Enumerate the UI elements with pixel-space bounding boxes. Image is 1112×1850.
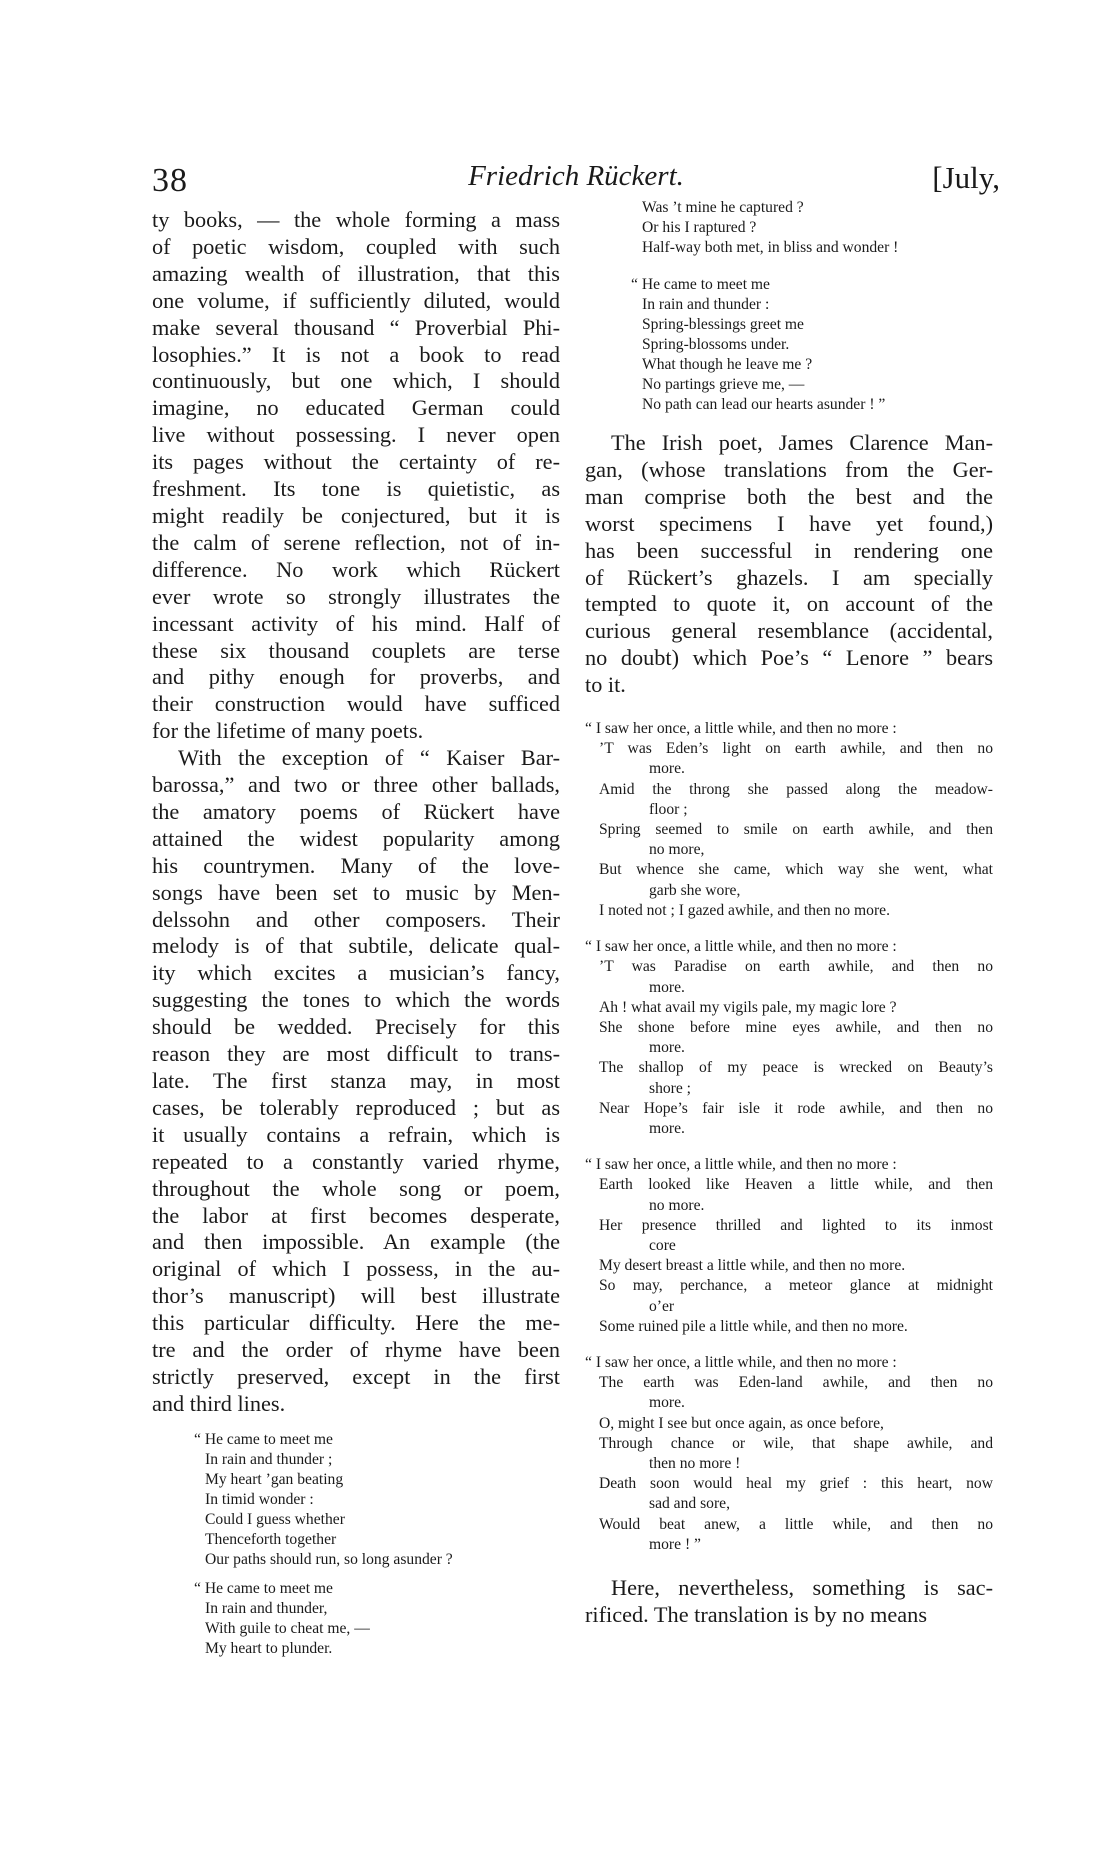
text-line: continuously, but one which, I should <box>152 368 560 394</box>
ghazel-line-continuation: no more. <box>649 1196 705 1214</box>
ghazel-line <box>585 1474 993 1514</box>
text-line: its pages without the certainty of re- <box>152 449 560 475</box>
ghazel-line-text: Would beat anew, a little while, and then no <box>599 1515 993 1533</box>
ghazel-line-text: Some ruined pile a little while, and then no more. <box>599 1317 908 1335</box>
ghazel-stanza <box>585 1155 993 1337</box>
ghazel-stanza <box>585 719 993 921</box>
text-line: tre and the order of rhyme have been <box>152 1337 560 1363</box>
poem-stanza-2-continued <box>642 198 993 258</box>
ghazel-line <box>585 860 993 900</box>
text-line: thor’s manuscript) will best illustrate <box>152 1283 560 1309</box>
text-line: should be wedded. Precisely for this <box>152 1014 560 1040</box>
ghazel-line-continuation: more. <box>649 760 685 778</box>
ghazel-line <box>585 1058 993 1098</box>
text-line: gan, (whose translations from the Ger- <box>585 456 993 482</box>
ghazel-line-text: “ I saw her once, a little while, and then no more : <box>585 1156 897 1174</box>
text-line: live without possessing. I never open <box>152 422 560 448</box>
text-line: this particular difficulty. Here the me- <box>152 1310 560 1336</box>
ghazel-line-text: The earth was Eden-land awhile, and then no <box>599 1374 993 1392</box>
text-line: barossa,” and two or three other ballads, <box>152 772 560 798</box>
text-line: man comprise both the best and the <box>585 483 993 509</box>
ghazel-line <box>585 1414 993 1434</box>
paragraph-amatory-poems <box>152 745 560 1418</box>
text-line: one volume, if sufficiently diluted, would <box>152 287 560 313</box>
text-line: tempted to quote it, on account of the <box>585 591 993 617</box>
verse-line: In rain and thunder ; <box>205 1450 333 1468</box>
right-column <box>585 199 993 1629</box>
ghazel-line <box>585 1155 993 1175</box>
text-line: late. The first stanza may, in most <box>152 1068 560 1093</box>
ghazel-line-continuation: o’er <box>649 1297 675 1315</box>
running-title: Friedrich Rückert. <box>468 160 684 192</box>
text-line: the calm of serene reflection, not of in- <box>152 529 560 555</box>
ghazel-line-continuation: floor ; <box>649 800 688 818</box>
ghazel-line-text: Death soon would heal my grief : this heart, now <box>599 1475 993 1493</box>
text-line: cases, be tolerably reproduced ; but as <box>152 1094 560 1120</box>
ghazel-line <box>585 1216 993 1256</box>
ghazel-line-continuation: garb she wore, <box>649 881 741 899</box>
text-line: of poetic wisdom, coupled with such <box>152 233 560 259</box>
ghazel-stanza <box>585 937 993 1139</box>
ghazel-line-text: But whence she came, which way she went, what <box>599 861 993 879</box>
ghazel-line <box>585 1018 993 1058</box>
ghazel-poem <box>585 719 993 1555</box>
ghazel-line-text: Near Hope’s fair isle it rode awhile, and then no <box>599 1099 993 1117</box>
ghazel-line-continuation: more. <box>649 1039 685 1057</box>
ghazel-line <box>585 998 993 1018</box>
text-line: suggesting the tones to which the words <box>152 987 560 1013</box>
text-line: melody is of that subtile, delicate qual- <box>152 933 560 959</box>
verse-line: “ He came to meet me <box>194 1579 333 1597</box>
ghazel-line-text: Spring seemed to smile on earth awhile, and then <box>599 821 993 839</box>
text-line: ity which excites a musician’s fancy, <box>152 960 560 986</box>
verse-line: “ He came to meet me <box>631 276 770 293</box>
text-line: amazing wealth of illustration, that this <box>152 260 560 286</box>
text-line: With the exception of “ Kaiser Bar- <box>178 745 560 771</box>
verse-line: Was ’t mine he captured ? <box>642 199 804 216</box>
ghazel-line-continuation: more ! ” <box>649 1535 701 1553</box>
text-line: incessant activity of his mind. Half of <box>152 610 560 636</box>
ghazel-line <box>585 780 993 820</box>
ghazel-line-continuation: no more, <box>649 841 705 859</box>
ghazel-line-text: “ I saw her once, a little while, and then no more : <box>585 938 897 956</box>
ghazel-line-text: So may, perchance, a meteor glance at midnight <box>599 1277 993 1295</box>
text-line: The Irish poet, James Clarence Man- <box>611 430 993 455</box>
ghazel-line-text: Ah ! what avail my vigils pale, my magic lore ? <box>599 998 897 1016</box>
ghazel-line-text: O, might I see but once again, as once before, <box>599 1414 884 1432</box>
text-line: his countrymen. Many of the love- <box>152 852 560 878</box>
text-line: ever wrote so strongly illustrates the <box>152 583 560 609</box>
paragraph-proverbs <box>152 207 560 745</box>
ghazel-line <box>585 957 993 997</box>
text-line: for the lifetime of many poets. <box>152 718 424 744</box>
text-line: the labor at first becomes desperate, <box>152 1202 560 1228</box>
ghazel-line-continuation: sad and sore, <box>649 1495 730 1513</box>
text-line: and third lines. <box>152 1390 286 1416</box>
text-line: the amatory poems of Rückert have <box>152 798 560 824</box>
ghazel-line-continuation: shore ; <box>649 1079 692 1097</box>
verse-line: With guile to cheat me, — <box>205 1619 370 1637</box>
text-line: imagine, no educated German could <box>152 395 560 421</box>
text-line: losophies.” It is not a book to read <box>152 341 560 367</box>
text-line: difference. No work which Rückert <box>152 556 560 582</box>
verse-line: In rain and thunder, <box>205 1599 328 1617</box>
poem-stanza-1 <box>194 1430 560 1570</box>
running-date: [July, <box>932 160 1000 195</box>
verse-line: In rain and thunder : <box>642 296 770 313</box>
text-line: Here, nevertheless, something is sac- <box>611 1574 993 1600</box>
ghazel-line <box>585 739 993 779</box>
verse-line: What though he leave me ? <box>642 356 813 373</box>
text-line: rificed. The translation is by no means <box>585 1601 928 1627</box>
ghazel-line-text: Amid the throng she passed along the meadow- <box>599 780 993 798</box>
ghazel-line <box>585 937 993 957</box>
ghazel-line-text: My desert breast a little while, and then no more. <box>599 1257 906 1275</box>
ghazel-line-text: ’T was Paradise on earth awhile, and then no <box>599 958 993 976</box>
ghazel-line <box>585 1099 993 1139</box>
verse-line: Or his I raptured ? <box>642 219 757 236</box>
poem-stanza-3 <box>631 275 993 415</box>
text-line: throughout the whole song or poem, <box>152 1175 560 1201</box>
ghazel-line <box>585 719 993 739</box>
text-line: might readily be conjectured, but it is <box>152 502 560 528</box>
verse-line: Our paths should run, so long asunder ? <box>205 1550 453 1568</box>
ghazel-line-continuation: core <box>649 1236 676 1254</box>
text-line: curious general resemblance (accidental, <box>585 618 993 644</box>
verse-line: No path can lead our hearts asunder ! ” <box>642 396 886 413</box>
ghazel-line-text: “ I saw her once, a little while, and then no more : <box>585 1353 897 1371</box>
text-line: and then impossible. An example (the <box>152 1229 560 1255</box>
ghazel-line <box>585 1515 993 1555</box>
ghazel-line <box>585 1317 993 1337</box>
text-line: reason they are most difficult to trans- <box>152 1041 560 1067</box>
verse-line: In timid wonder : <box>205 1490 314 1508</box>
ghazel-line-text: ’T was Eden’s light on earth awhile, and then no <box>599 740 993 758</box>
ghazel-line-text: Through chance or wile, that shape awhile, and <box>599 1434 993 1452</box>
verse-line: No partings grieve me, — <box>642 376 805 393</box>
text-line: attained the widest popularity among <box>152 825 560 851</box>
text-line: worst specimens I have yet found,) <box>585 510 993 536</box>
text-line: strictly preserved, except in the first <box>152 1363 560 1389</box>
verse-line: “ He came to meet me <box>194 1430 333 1448</box>
verse-line: Spring-blessings greet me <box>642 316 804 333</box>
ghazel-line-continuation: more. <box>649 978 685 996</box>
text-line: of Rückert’s ghazels. I am specially <box>585 564 993 590</box>
ghazel-line-continuation: more. <box>649 1119 685 1137</box>
text-line: freshment. Its tone is quietistic, as <box>152 476 560 502</box>
ghazel-line <box>585 820 993 860</box>
ghazel-line-continuation: then no more ! <box>649 1454 741 1472</box>
text-line: original of which I possess, in the au- <box>152 1256 560 1282</box>
ghazel-line <box>585 1353 993 1373</box>
ghazel-line-text: I noted not ; I gazed awhile, and then no more. <box>599 901 890 919</box>
text-line: their construction would have sufficed <box>152 691 560 717</box>
page-number: 38 <box>152 162 188 199</box>
ghazel-stanza <box>585 1353 993 1555</box>
ghazel-line <box>585 1256 993 1276</box>
verse-line: Spring-blossoms under. <box>642 336 790 353</box>
text-line: delssohn and other composers. Their <box>152 906 560 932</box>
text-line: these six thousand couplets are terse <box>152 637 560 663</box>
verse-line: My heart ’gan beating <box>205 1470 344 1488</box>
text-line: songs have been set to music by Men- <box>152 879 560 905</box>
text-line: and pithy enough for proverbs, and <box>152 664 560 690</box>
ghazel-line-continuation: more. <box>649 1394 685 1412</box>
text-line: make several thousand “ Proverbial Phi- <box>152 314 560 340</box>
ghazel-line <box>585 1276 993 1316</box>
ghazel-line-text: She shone before mine eyes awhile, and then no <box>599 1018 993 1036</box>
ghazel-line <box>585 1434 993 1474</box>
ghazel-line <box>585 901 993 921</box>
verse-line: My heart to plunder. <box>205 1639 333 1657</box>
text-line: has been successful in rendering one <box>585 537 993 563</box>
ghazel-line <box>585 1175 993 1215</box>
text-line: it usually contains a refrain, which is <box>152 1121 560 1147</box>
ghazel-line-text: Earth looked like Heaven a little while, and then <box>599 1176 993 1194</box>
text-line: to it. <box>585 672 626 698</box>
verse-line: Half-way both met, in bliss and wonder ! <box>642 239 899 256</box>
verse-line: Could I guess whether <box>205 1510 345 1528</box>
verse-line: Thenceforth together <box>205 1530 337 1548</box>
poem-stanza-2 <box>194 1579 560 1659</box>
text-line: repeated to a constantly varied rhyme, <box>152 1148 560 1174</box>
ghazel-line <box>585 1373 993 1413</box>
ghazel-line-text: The shallop of my peace is wrecked on Beauty’s <box>599 1059 993 1077</box>
text-line: ty books, — the whole forming a mass <box>152 207 560 232</box>
paragraph-sacrificed <box>585 1575 993 1629</box>
paragraph-mangan <box>585 430 993 699</box>
text-line: no doubt) which Poe’s “ Lenore ” bears <box>585 645 993 671</box>
ghazel-line-text: Her presence thrilled and lighted to its inmost <box>599 1216 993 1234</box>
ghazel-line-text: “ I saw her once, a little while, and then no more : <box>585 720 897 738</box>
left-column <box>152 207 560 1659</box>
